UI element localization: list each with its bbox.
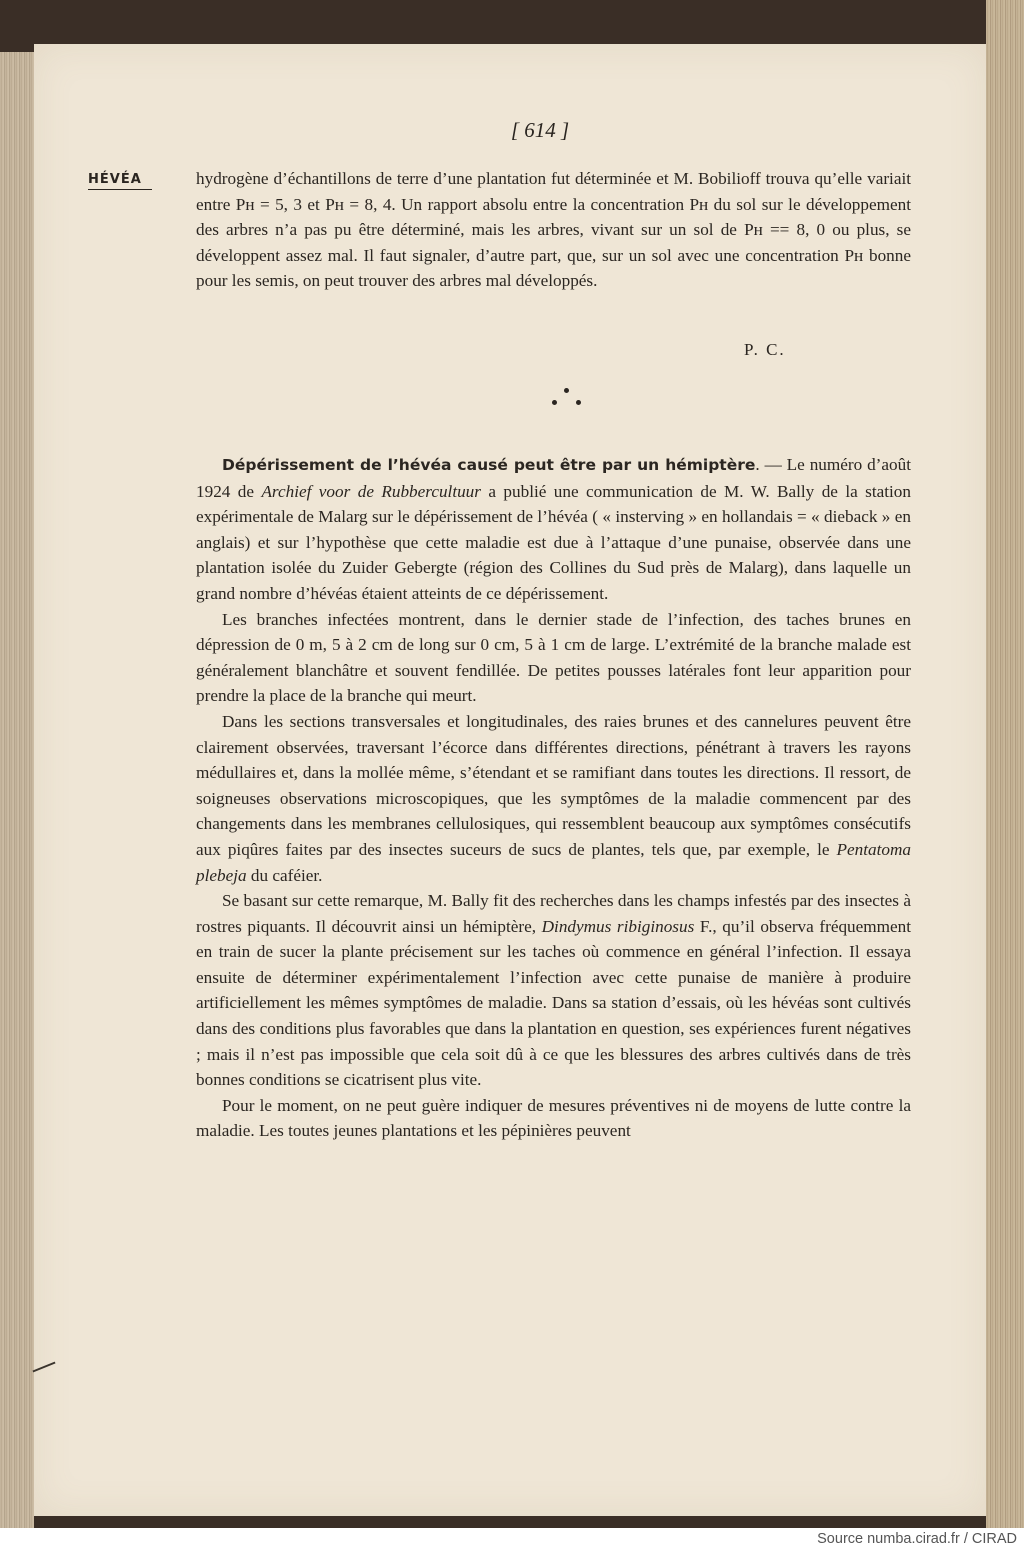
journal-name: Archief voor de Rubbercultuur xyxy=(261,481,481,501)
article-title: Dépérissement de l’hévéa causé peut être par un hémiptère xyxy=(222,456,756,474)
p4-text-b: F., qu’il observa fréquemment en train de sucer la plante précisement sur les taches où commence en général l’infection. Il essaya ensuite de déterminer expérimentalement l’infection avec cette punaise de manière à produire artificiellement les mêmes symptômes de maladie. Dans sa station d’essais, où les hévéas sont cultivés dans des conditions plus favorables que dans la plantation en question, ses expériences furent négatives ; mais il n’est pas impossible que cela soit dû à ce que les blessures des arbres cultivés dans de très bonnes conditions se cicatrisent plus vite. xyxy=(196,916,912,1090)
p1-text-a: Le numéro d’août 1924 de xyxy=(196,455,911,501)
intro-paragraph xyxy=(196,166,911,294)
article-paragraph-1 xyxy=(196,452,911,607)
asterism-dot xyxy=(552,400,557,405)
author-initials: P. C. xyxy=(744,340,786,359)
article-paragraph-5: Pour le moment, on ne peut guère indiquer de mesures préventives ni de moyens de lutte contre la maladie. Les toutes jeunes plantations et les pépinières peuvent xyxy=(196,1095,911,1141)
species-name: Pentatoma plebeja xyxy=(196,839,911,885)
species-name: Dindymus ribiginosus xyxy=(541,916,695,936)
p3-text-b: du caféier. xyxy=(246,865,323,885)
book-page-edges-right xyxy=(986,0,1024,1528)
asterism-dot xyxy=(576,400,581,405)
article-paragraph-2: Les branches infectées montrent, dans le dernier stade de l’infection, des taches brunes en dépression de 0 m, 5 à 2 cm de long sur 0 cm, 5 à 1 cm de large. L’extrémité de la branche malade est généralement blanchâtre et souvent fendillée. De petites pousses latérales font leur apparition pour prendre la place de la branche qui meurt. xyxy=(196,609,911,706)
title-dash: . — xyxy=(755,455,787,474)
page-number: [ 614 ] xyxy=(510,118,570,142)
p3-text-a: Dans les sections transversales et longitudinales, des raies brunes et des cannelures peuvent être clairement observées, traversant l’écorce dans différentes directions, pénétrant à travers les rayons médullaires et, dans la mollée même, s’étendant et se ramifiant dans toutes les directions. Il ressort, de soigneuses observations microscopiques, que les symptômes de la maladie commencent par des changements dans les membranes cellulosiques, qui ressemblent beaucoup aux symptômes consécutifs aux piqûres faites par des insectes suceurs de sucs de plantes, tels que, par exemple, le xyxy=(196,711,911,859)
article-paragraph-4 xyxy=(196,888,911,1093)
article-paragraph-3 xyxy=(196,709,911,888)
source-credit: Source numba.cirad.fr / CIRAD xyxy=(817,1531,1017,1547)
article-body xyxy=(196,452,911,1144)
p4-text-a: Se basant sur cette remarque, M. Bally fit des recherches dans les champs infestés par des insectes à rostres piquants. Il découvrit ainsi un hémiptère, xyxy=(196,891,911,936)
intro-text: hydrogène d’échantillons de terre d’une plantation fut déterminée et M. Bobilioff trouva qu’elle variait entre Pн = 5, 3 et Pн = 8, 4. Un rapport absolu entre la concentration Pн du sol sur le développement des arbres n’a pas pu être déterminé, mais les arbres, vivant sur un sol de Pн == 8, 0 ou plus, se développent assez mal. Il faut signaler, d’autre part, que, sur un sol avec une concentration Pн bonne pour les semis, on peut trouver des arbres mal développés. xyxy=(196,169,911,291)
p1-text-b: a publié une communication de M. W. Bally de la station expérimentale de Malarg sur le dépérissement de l’hévéa ( « insterving » en hollandais = « dieback » en anglais) et sur l’hypothèse que cette maladie est due à l’attaque d’une punaise, observée dans une plantation isolée du Zuider Gebergte (région des Collines du Sud près de Malarg), dans laquelle un grand nombre d’hévéas étaient atteints de ce dépérissement. xyxy=(196,481,911,603)
margin-label: HÉVÉA xyxy=(88,172,152,190)
asterism-separator xyxy=(534,386,584,416)
asterism-dot xyxy=(564,388,569,393)
book-page-edges-left xyxy=(0,52,34,1528)
